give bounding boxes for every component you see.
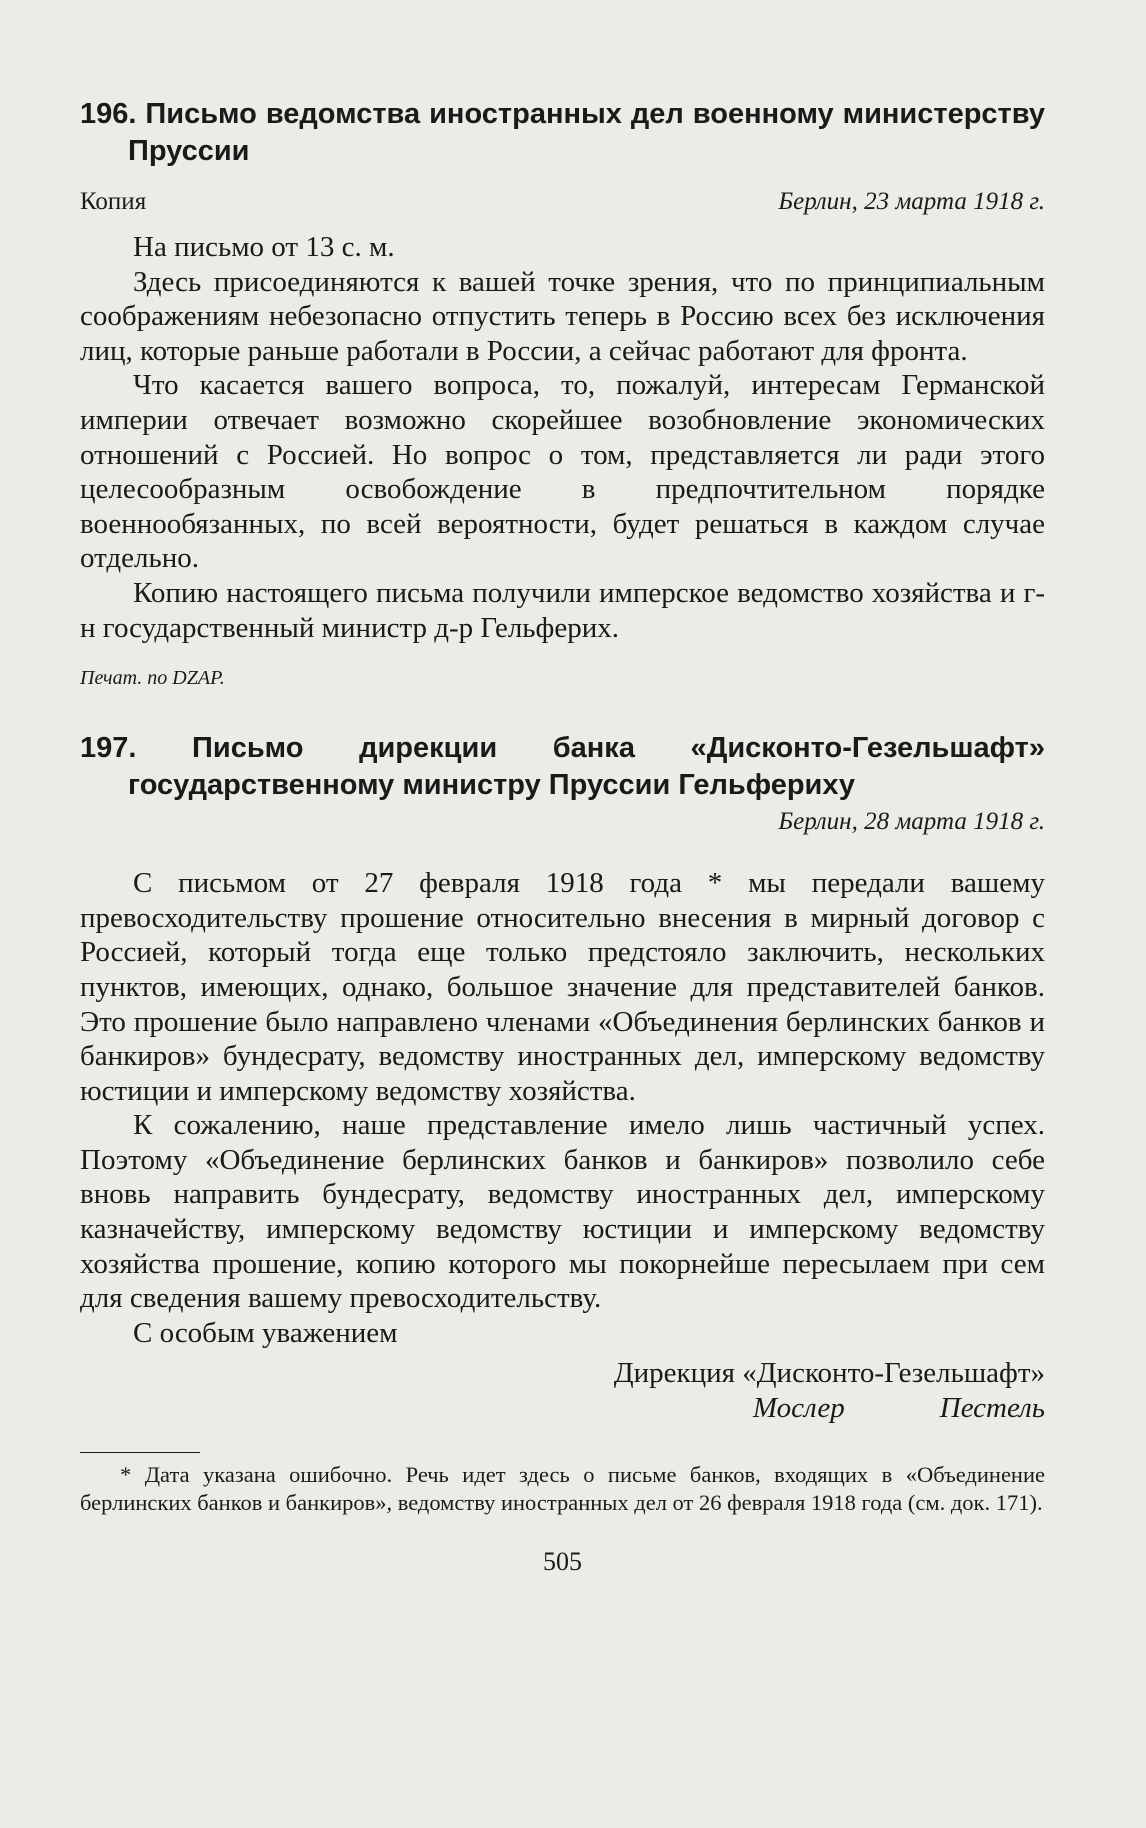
document-197-title: 197. Письмо дирекции банка «Дисконто-Гезельшафт» государственному министру Пруссии Гельфериху [80,732,1045,802]
signer-name: Пестель [939,1392,1045,1425]
paragraph: Что касается вашего вопроса, то, пожалуй, интересам Германской империи отвечает возможно скорейшее возобновление экономических отношений с Россией. Но вопрос о том, представляется ли ради этого целесообразным освобождение в предпочтительном порядке военнообязанных, по всей вероятности, будет решаться в каждом случае отдельно. [80,369,1045,575]
document-197-place-date: Берлин, 28 марта 1918 г. [778,808,1045,836]
document-196-title: 196. Письмо ведомства иностранных дел военному министерству Пруссии [80,98,1045,167]
signature-names [80,1391,1045,1426]
closing-salutation: С особым уважением [133,1316,398,1349]
paragraph: Копию настоящего письма получили имперское ведомство хозяйства и г-н государственный министр д-р Гельферих. [80,576,1045,644]
page-number: 505 [543,1546,582,1576]
source-note: Печат. по DZAP. [80,667,225,690]
paragraph: К сожалению, наше представление имело лишь частичный успех. Поэтому «Объединение берлинских банков и банкиров» позволило себе вновь направить бундесрату, ведомству иностранных дел, имперскому казначейству, имперскому ведомству юстиции и имперскому ведомству хозяйства прошение, копию которого мы покорнейше пересылаем при сем для сведения вашему превосходительству. [80,1109,1045,1315]
signer-name: Мослер [752,1392,845,1425]
paragraph: На письмо от 13 с. м. [133,231,395,263]
document-196-place-date: Берлин, 23 марта 1918 г. [778,188,1045,215]
footnote-divider [80,1452,200,1453]
document-197 [80,730,1045,1426]
document-196-meta [80,188,1045,216]
copy-label: Копия [80,188,147,215]
signature-organization: Дирекция «Дисконто-Гезельшафт» [613,1357,1045,1390]
document-196 [80,96,1045,690]
footnote: * Дата указана ошибочно. Речь идет здесь о письме банков, входящих в «Объединение берлинских банков и банкиров», ведомству иностранных дел от 26 февраля 1918 года (см. док. 171). [80,1461,1045,1515]
paragraph: Здесь присоединяются к вашей точке зрения, что по принципиальным соображениям небезопасно отпустить теперь в Россию всех без исключения лиц, которые раньше работали в России, а сейчас работают для фронта. [80,265,1045,367]
paragraph: С письмом от 27 февраля 1918 года * мы передали вашему превосходительству прошение относительно внесения в мирный договор с Россией, который тогда еще только предстояло заключить, нескольких пунктов, имеющих, однако, большое значение для представителей банков. Это прошение было направлено членами «Объединения берлинских банков и банкиров» бундесрату, ведомству иностранных дел, имперскому ведомству юстиции и имперскому ведомству хозяйства. [80,867,1045,1107]
book-page [80,96,1045,1577]
